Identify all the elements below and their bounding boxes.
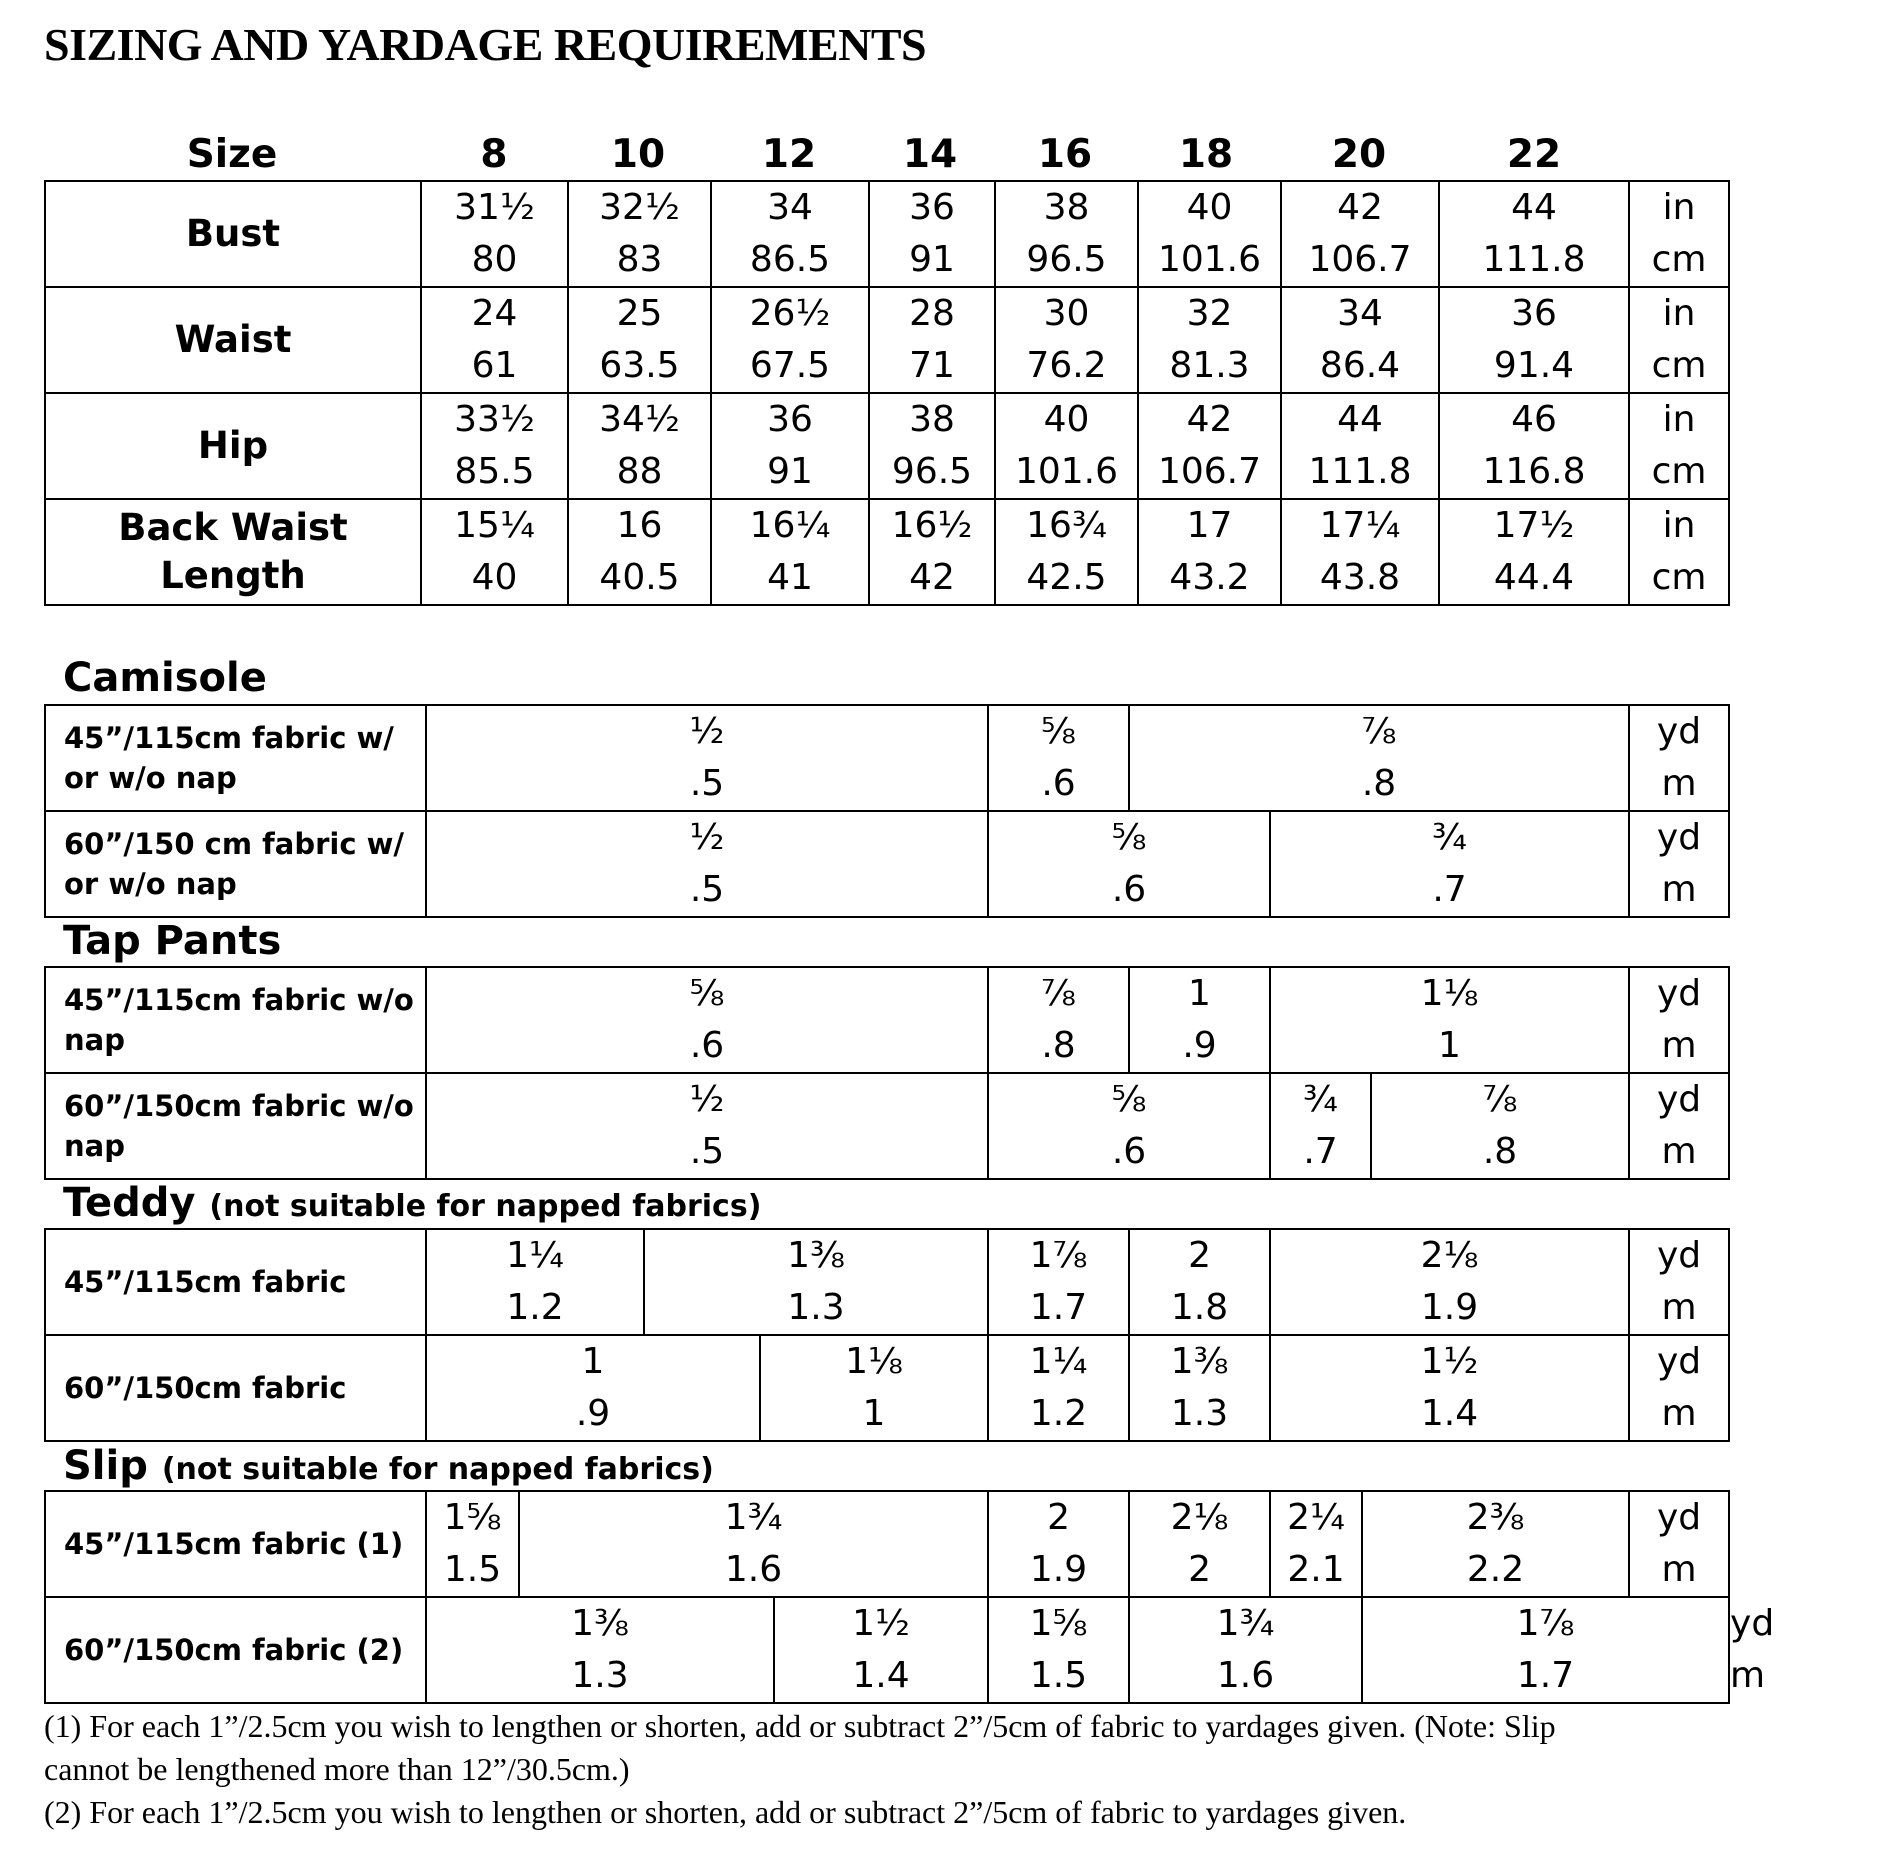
measurement-cell: 17¼ 43.8	[1281, 499, 1439, 605]
yardage-cell: ¾ .7	[1270, 1073, 1371, 1179]
size-header-value: 16	[1037, 132, 1093, 177]
yardage-cell: 1⅛ 1	[760, 1335, 988, 1441]
measurement-cell: 16 40.5	[568, 499, 711, 605]
yardage-cell: 1 .9	[426, 1335, 760, 1441]
measurement-cell: 40 101.6	[995, 393, 1138, 499]
teddy-table	[44, 1228, 1730, 1442]
yardage-cell: 2 1.8	[1129, 1229, 1270, 1335]
measurement-cell: 36 91.4	[1439, 287, 1629, 393]
measurement-cell: 40 101.6	[1138, 181, 1281, 287]
measurement-cell: 17 43.2	[1138, 499, 1281, 605]
footnote-2: (2) For each 1”/2.5cm you wish to lengthen or shorten, add or subtract 2”/5cm of fabric to yardages given.	[44, 1794, 1407, 1830]
measurement-cell: 28 71	[869, 287, 995, 393]
yardage-cell: ⅝ .6	[988, 1073, 1270, 1179]
measurement-cell: 16½ 42	[869, 499, 995, 605]
yardage-cell: 1⅞ 1.7	[1362, 1597, 1729, 1703]
size-header-value: 12	[761, 132, 817, 177]
measurement-label: Back Waist Length	[45, 499, 421, 605]
measurement-label: Bust	[45, 181, 421, 287]
yardage-cell: 2⅛ 1.9	[1270, 1229, 1629, 1335]
slip-subtitle: (not suitable for napped fabrics)	[161, 1452, 714, 1487]
measurement-cell: 24 61	[421, 287, 568, 393]
yardage-cell: ⅝ .6	[988, 705, 1129, 811]
yardage-cell: ⅝ .6	[988, 811, 1270, 917]
measurement-cell: 38 96.5	[869, 393, 995, 499]
yardage-cell: ⅞ .8	[1129, 705, 1629, 811]
size-header-value: 22	[1506, 132, 1562, 177]
yardage-cell: ¾ .7	[1270, 811, 1629, 917]
measurement-row	[45, 393, 1729, 499]
tap-pants-table	[44, 966, 1730, 1180]
unit-cell: in cm	[1629, 181, 1729, 287]
slip-table: 45”/115cm fabric (1) 1⅝ 1.5 1¾ 1.6 2 1.9 2⅛ 2 2¼ 2.1 2⅜ 2.2 yd m 60”/150cm fabric (2) 1⅜ 1.3 1½ 1.4 1⅝ 1.5 1¾ 1.6 1⅞ 1.7 yd m	[44, 1490, 1730, 1704]
unit-cell: yd m	[1629, 811, 1729, 917]
yardage-cell: 1⅞ 1.7	[988, 1229, 1129, 1335]
yardage-cell: ⅞ .8	[1371, 1073, 1629, 1179]
fabric-label: 60”/150cm fabric (2)	[45, 1597, 426, 1703]
fabric-label: 45”/115cm fabric (1)	[45, 1491, 426, 1597]
yardage-cell: ½ .5	[426, 1073, 988, 1179]
measurement-cell: 26½ 67.5	[711, 287, 869, 393]
yardage-cell: 1¼ 1.2	[426, 1229, 644, 1335]
yardage-cell: 1⅜ 1.3	[644, 1229, 988, 1335]
fabric-label: 45”/115cm fabric w/o nap	[45, 967, 426, 1073]
footnote-1: (1) For each 1”/2.5cm you wish to lengthen or shorten, add or subtract 2”/5cm of fabric to yardages given. (Note: Slip cannot be lengthened more than 12”/30.5cm.)	[44, 1708, 1556, 1787]
measurement-cell: 42 106.7	[1281, 181, 1439, 287]
measurement-row	[45, 287, 1729, 393]
size-header-value: 10	[610, 132, 666, 177]
camisole-title: Camisole	[63, 655, 267, 701]
measurement-cell: 25 63.5	[568, 287, 711, 393]
measurement-label: Hip	[45, 393, 421, 499]
measurement-cell: 17½ 44.4	[1439, 499, 1629, 605]
unit-cell: yd m	[1629, 705, 1729, 811]
measurement-cell: 33½ 85.5	[421, 393, 568, 499]
yardage-cell: 2 1.9	[988, 1491, 1129, 1597]
size-header-value: 14	[902, 132, 958, 177]
unit-cell: in cm	[1629, 499, 1729, 605]
measurement-cell: 15¼ 40	[421, 499, 568, 605]
unit-cell: yd m	[1629, 1073, 1729, 1179]
yardage-cell: 1½ 1.4	[1270, 1335, 1629, 1441]
yardage-cell: 1¼ 1.2	[988, 1335, 1129, 1441]
yardage-cell: 1⅝ 1.5	[988, 1597, 1129, 1703]
yardage-cell: 1⅜ 1.3	[426, 1597, 774, 1703]
yardage-cell: 1½ 1.4	[774, 1597, 988, 1703]
measurement-cell: 16¾ 42.5	[995, 499, 1138, 605]
measurement-cell: 34 86.4	[1281, 287, 1439, 393]
fabric-label: 60”/150 cm fabric w/ or w/o nap	[45, 811, 426, 917]
unit-cell: yd m	[1629, 967, 1729, 1073]
measurement-cell: 34 86.5	[711, 181, 869, 287]
size-header	[44, 128, 1728, 184]
page-title: SIZING AND YARDAGE REQUIREMENTS	[44, 19, 927, 70]
fabric-label: 60”/150cm fabric w/o nap	[45, 1073, 426, 1179]
measurement-cell: 30 76.2	[995, 287, 1138, 393]
yardage-cell: 2⅛ 2	[1129, 1491, 1270, 1597]
measurement-cell: 44 111.8	[1439, 181, 1629, 287]
size-header-value: 8	[480, 132, 508, 177]
fabric-label: 60”/150cm fabric	[45, 1335, 426, 1441]
measurement-cell: 44 111.8	[1281, 393, 1439, 499]
yardage-cell: ½ .5	[426, 811, 988, 917]
size-header-label: Size	[186, 132, 278, 177]
measurement-cell: 38 96.5	[995, 181, 1138, 287]
measurement-row	[45, 499, 1729, 605]
slip-title: Slip (not suitable for napped fabrics)	[63, 1443, 714, 1489]
size-header-value: 20	[1331, 132, 1387, 177]
unit-cell: in cm	[1629, 287, 1729, 393]
yardage-cell: ½ .5	[426, 705, 988, 811]
yardage-cell: 1⅝ 1.5	[426, 1491, 519, 1597]
measurement-cell: 36 91	[869, 181, 995, 287]
yardage-cell: 1¾ 1.6	[519, 1491, 988, 1597]
measurement-cell: 36 91	[711, 393, 869, 499]
measurement-cell: 32½ 83	[568, 181, 711, 287]
yardage-cell: 2¼ 2.1	[1270, 1491, 1362, 1597]
yardage-cell: 2⅜ 2.2	[1362, 1491, 1629, 1597]
yardage-cell: 1 .9	[1129, 967, 1270, 1073]
measurement-label: Waist	[45, 287, 421, 393]
unit-cell: yd m	[1629, 1335, 1729, 1441]
yardage-cell: ⅞ .8	[988, 967, 1129, 1073]
camisole-table	[44, 704, 1730, 918]
fabric-label: 45”/115cm fabric	[45, 1229, 426, 1335]
measurement-cell: 16¼ 41	[711, 499, 869, 605]
unit-cell: yd m	[1629, 1491, 1729, 1597]
body-measurements-table	[44, 180, 1730, 606]
fabric-label: 45”/115cm fabric w/ or w/o nap	[45, 705, 426, 811]
measurement-cell: 34½ 88	[568, 393, 711, 499]
size-header-value: 18	[1178, 132, 1234, 177]
measurement-row	[45, 181, 1729, 287]
yardage-cell: 1⅛ 1	[1270, 967, 1629, 1073]
yardage-cell: 1⅜ 1.3	[1129, 1335, 1270, 1441]
measurement-cell: 46 116.8	[1439, 393, 1629, 499]
measurement-cell: 31½ 80	[421, 181, 568, 287]
unit-cell: in cm	[1629, 393, 1729, 499]
tap-pants-title: Tap Pants	[63, 918, 282, 964]
teddy-title: Teddy (not suitable for napped fabrics)	[63, 1180, 762, 1226]
measurement-cell: 32 81.3	[1138, 287, 1281, 393]
unit-cell: yd m	[1629, 1229, 1729, 1335]
yardage-cell: 1¾ 1.6	[1129, 1597, 1362, 1703]
teddy-subtitle: (not suitable for napped fabrics)	[209, 1189, 762, 1224]
measurement-cell: 42 106.7	[1138, 393, 1281, 499]
yardage-cell: ⅝ .6	[426, 967, 988, 1073]
